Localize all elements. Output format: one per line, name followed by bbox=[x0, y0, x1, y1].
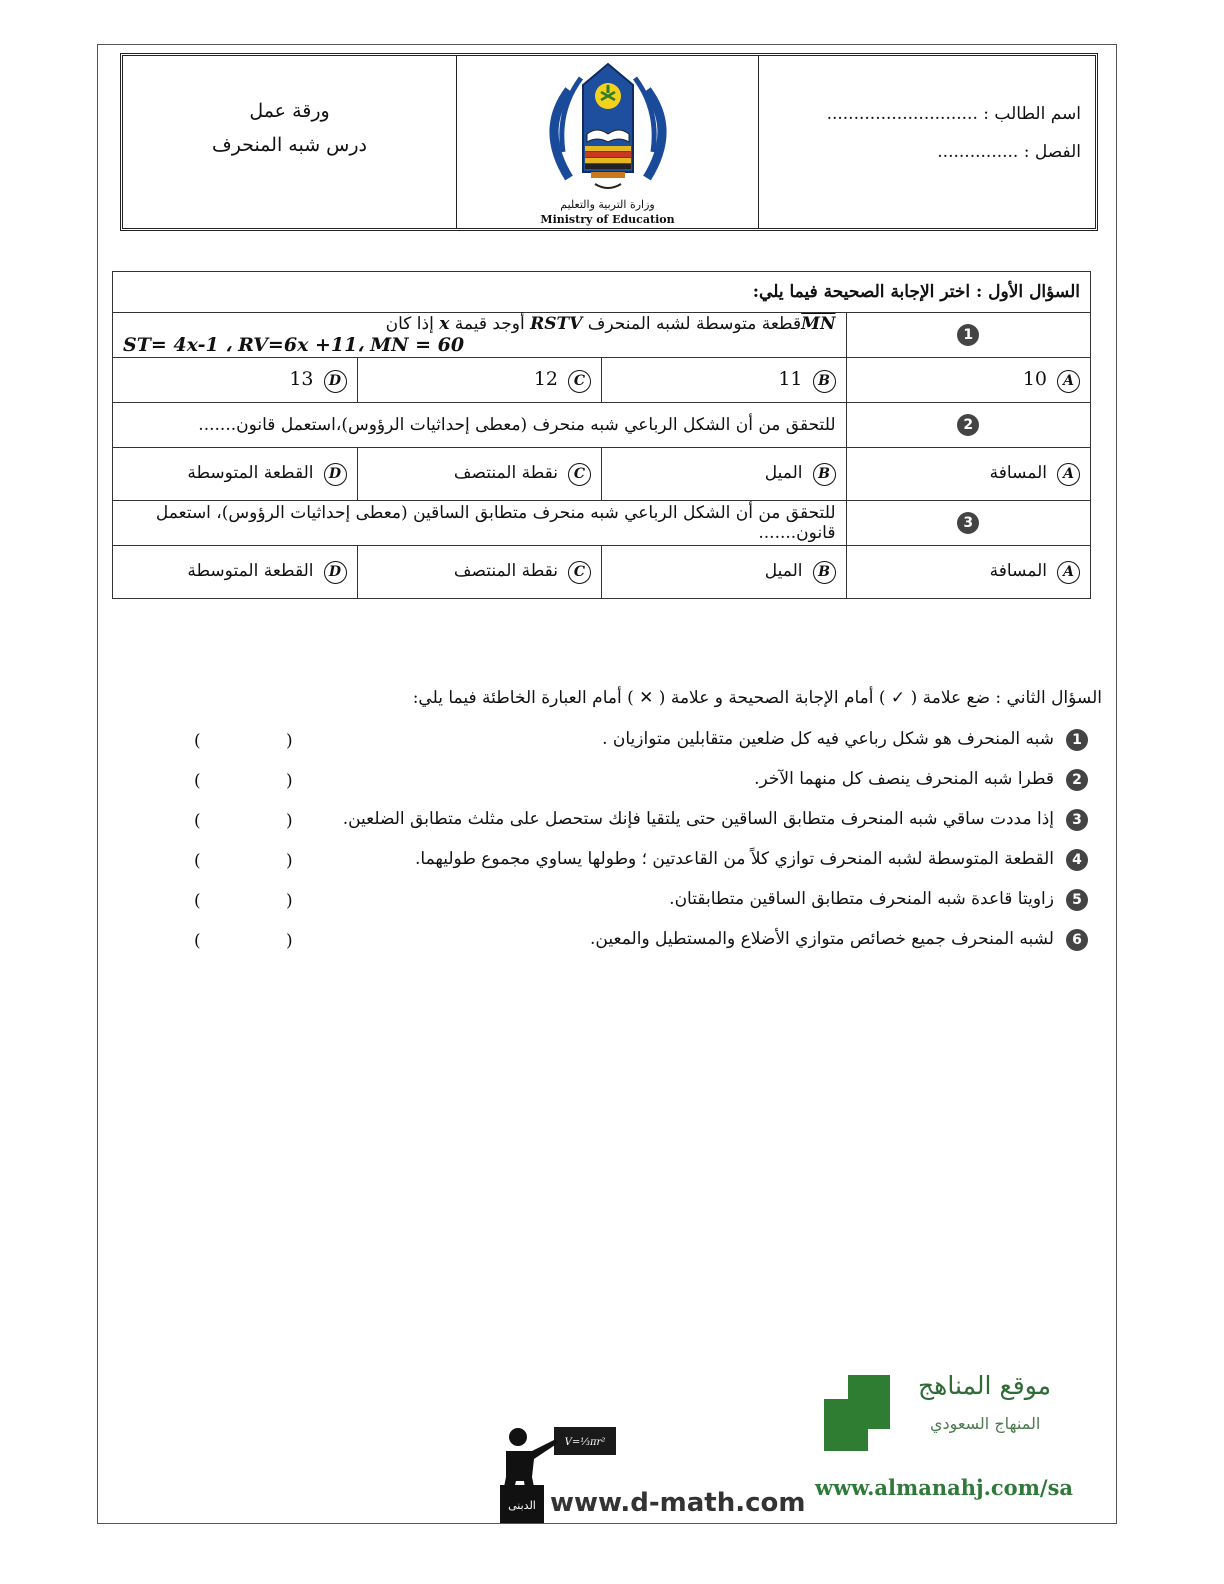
worksheet-title-block bbox=[123, 56, 456, 228]
ministry-logo bbox=[539, 60, 677, 200]
options-row bbox=[113, 358, 1091, 403]
student-name-field: اسم الطالب : ............................ bbox=[826, 104, 1081, 124]
item-number: 1 bbox=[1066, 729, 1088, 751]
question-number: 1 bbox=[846, 313, 1091, 358]
student-info bbox=[758, 56, 1095, 228]
answer-parens[interactable]: ( ) bbox=[194, 931, 333, 951]
option-c[interactable]: Cنقطة المنتصف bbox=[357, 448, 602, 501]
item-number: 3 bbox=[1066, 809, 1088, 831]
list-item bbox=[180, 885, 1088, 925]
option-b[interactable]: Bالميل bbox=[602, 546, 847, 599]
question-one-title: السؤال الأول : اختر الإجابة الصحيحة فيما يلي: bbox=[113, 272, 1091, 313]
board-formula: V=⅓πr² bbox=[564, 1437, 606, 1448]
option-c[interactable]: C12 bbox=[357, 358, 602, 403]
item-number: 2 bbox=[1066, 769, 1088, 791]
logo-english-caption: Ministry of Education bbox=[540, 213, 675, 226]
lesson-title: درس شبه المنحرف bbox=[212, 134, 367, 157]
option-d[interactable]: D13 bbox=[113, 358, 358, 403]
statement-text: زاويتا قاعدة شبه المنحرف متطابق الساقين متطابقتان. bbox=[669, 889, 1054, 909]
site-title: موقع المناهج bbox=[918, 1371, 1052, 1400]
dmath-url[interactable]: www.d-math.com bbox=[550, 1488, 806, 1518]
option-d[interactable]: Dالقطعة المتوسطة bbox=[113, 448, 358, 501]
list-item bbox=[180, 805, 1088, 845]
options-row bbox=[113, 448, 1091, 501]
statement-text: شبه المنحرف هو شكل رباعي فيه كل ضلعين متقابلين متوازيان . bbox=[602, 729, 1054, 749]
list-item bbox=[180, 765, 1088, 805]
question-two-title: السؤال الثاني : ضع علامة ( ✓ ) أمام الإجابة الصحيحة و علامة ( ✕ ) أمام العبارة الخاطئة فيما يلي: bbox=[412, 688, 1102, 708]
worksheet-title: ورقة عمل bbox=[249, 100, 330, 122]
option-d[interactable]: Dالقطعة المتوسطة bbox=[113, 546, 358, 599]
options-row bbox=[113, 546, 1091, 599]
question-text: للتحقق من أن الشكل الرباعي شبه منحرف (معطى إحداثيات الرؤوس)،استعمل قانون....... bbox=[113, 403, 847, 448]
list-item bbox=[180, 925, 1088, 965]
class-field bbox=[759, 142, 1081, 162]
statement-text: قطرا شبه المنحرف ينصف كل منهما الآخر. bbox=[754, 769, 1054, 789]
option-a[interactable]: A10 bbox=[846, 358, 1091, 403]
question-row bbox=[113, 313, 1091, 358]
question-one-table bbox=[112, 271, 1091, 599]
answer-parens[interactable]: ( ) bbox=[194, 851, 333, 871]
question-row bbox=[113, 501, 1091, 546]
trapezoid-name: RSTV bbox=[530, 314, 583, 334]
worksheet-header bbox=[120, 53, 1098, 231]
item-number: 6 bbox=[1066, 929, 1088, 951]
segment-mn: $\overline{MN}$ bbox=[801, 314, 836, 334]
dmath-label: الدبنى bbox=[508, 1499, 536, 1512]
site-url[interactable]: www.almanahj.com/sa bbox=[815, 1475, 1074, 1500]
option-c[interactable]: Cنقطة المنتصف bbox=[357, 546, 602, 599]
answer-parens[interactable]: ( ) bbox=[194, 731, 333, 751]
question-row bbox=[113, 403, 1091, 448]
question-text: $\overline{MN}قطعة$ متوسطة لشبه المنحرف RSTV أوجد قيمة x إذا كان ST= 4x-1 ، RV=6x +11، MN = 60 bbox=[113, 313, 847, 358]
list-item bbox=[180, 725, 1088, 765]
answer-parens[interactable]: ( ) bbox=[194, 891, 333, 911]
answer-parens[interactable]: ( ) bbox=[194, 811, 333, 831]
statement-text: إذا مددت ساقي شبه المنحرف متطابق الساقين حتى يلتقيا فإنك ستحصل على مثلث متطابق الضلعين. bbox=[342, 809, 1054, 829]
option-b[interactable]: Bالميل bbox=[602, 448, 847, 501]
item-number: 4 bbox=[1066, 849, 1088, 871]
class-label: الفصل : ............... bbox=[937, 142, 1081, 162]
ministry-logo-cell bbox=[456, 56, 758, 228]
statement-text: لشبه المنحرف جميع خصائص متوازي الأضلاع والمستطيل والمعين. bbox=[590, 929, 1054, 949]
option-a[interactable]: Aالمسافة bbox=[846, 448, 1091, 501]
item-number: 5 bbox=[1066, 889, 1088, 911]
question-text: للتحقق من أن الشكل الرباعي شبه منحرف متطابق الساقين (معطى إحداثيات الرؤوس)، استعمل قانون....... bbox=[113, 501, 847, 546]
statement-text: القطعة المتوسطة لشبه المنحرف توازي كلاً من القاعدتين ؛ وطولها يساوي مجموع طوليهما. bbox=[415, 849, 1054, 869]
option-b[interactable]: B11 bbox=[602, 358, 847, 403]
site-subtitle: المنهاج السعودي bbox=[930, 1414, 1041, 1433]
true-false-list bbox=[180, 725, 1088, 965]
option-a[interactable]: Aالمسافة bbox=[846, 546, 1091, 599]
answer-parens[interactable]: ( ) bbox=[194, 771, 333, 791]
question-number: 2 bbox=[846, 403, 1091, 448]
given-formula: ST= 4x-1 ، RV=6x +11، MN = 60 bbox=[123, 334, 465, 356]
logo-arabic-caption: وزارة التربية والتعليم bbox=[560, 198, 655, 211]
list-item bbox=[180, 845, 1088, 885]
question-number: 3 bbox=[846, 501, 1091, 546]
almanahj-logo bbox=[824, 1375, 890, 1451]
